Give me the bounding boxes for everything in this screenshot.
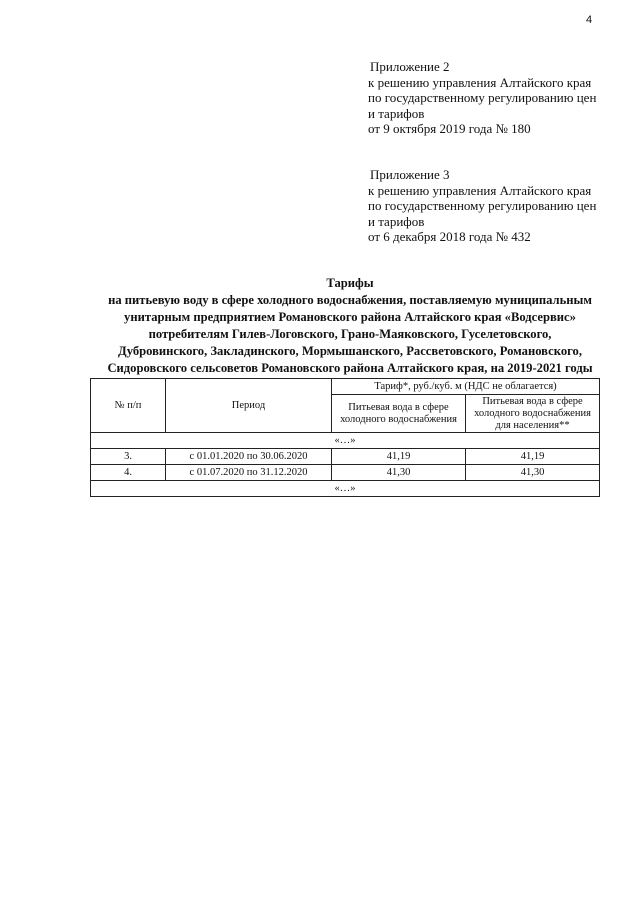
ellipsis-bottom: «…» [91, 481, 600, 497]
appendix-3-line: и тарифов [368, 213, 425, 229]
appendix-2-line: от 9 октября 2019 года № 180 [368, 121, 531, 136]
header-period: Период [166, 379, 332, 433]
title-line: Дубровинского, Закладинского, Мормышанского, Рассветовского, Романовского, [118, 344, 582, 358]
cell-water-population: 41,30 [466, 465, 600, 481]
title-line: на питьевую воду в сфере холодного водоснабжения, поставляемую муниципальным [108, 293, 592, 307]
title-line: потребителям Гилев-Логовского, Грано-Маяковского, Гуселетовского, [148, 327, 552, 341]
page-number: 4 [586, 14, 593, 26]
appendix-2-block [368, 59, 596, 137]
cell-water: 41,19 [332, 449, 466, 465]
header-water: Питьевая вода в сфере холодного водоснабжения [332, 395, 466, 433]
cell-period: с 01.01.2020 по 30.06.2020 [166, 449, 332, 465]
appendix-3-line: от 6 декабря 2018 года № 432 [368, 229, 531, 244]
appendix-2-line: и тарифов [368, 105, 425, 121]
appendix-3-block [368, 167, 596, 245]
cell-num: 3. [91, 449, 166, 465]
appendix-2-line: по государственному регулированию цен [368, 90, 597, 105]
table-ellipsis-row [91, 481, 600, 497]
table-ellipsis-row [91, 433, 600, 449]
header-num: № п/п [91, 379, 166, 433]
title-line: Сидоровского сельсоветов Романовского района Алтайского края, на 2019-2021 годы [107, 361, 593, 375]
appendix-3-line: к решению управления Алтайского края [368, 182, 592, 198]
header-water-population: Питьевая вода в сфере холодного водоснабжения для населения** [466, 395, 600, 433]
appendix-3-title: Приложение 3 [370, 167, 450, 182]
table-row [91, 465, 600, 481]
document-title [70, 275, 630, 377]
header-tariff: Тариф*, руб./куб. м (НДС не облагается) [332, 379, 600, 395]
cell-num: 4. [91, 465, 166, 481]
appendix-2-line: к решению управления Алтайского края [368, 74, 592, 90]
title-heading: Тарифы [326, 276, 374, 290]
tariff-table [90, 378, 600, 497]
cell-period: с 01.07.2020 по 31.12.2020 [166, 465, 332, 481]
cell-water-population: 41,19 [466, 449, 600, 465]
appendix-2-title: Приложение 2 [370, 59, 450, 74]
table-row [91, 449, 600, 465]
cell-water: 41,30 [332, 465, 466, 481]
appendix-3-line: по государственному регулированию цен [368, 198, 597, 213]
ellipsis-top: «…» [91, 433, 600, 449]
table-header-row [91, 379, 600, 395]
title-line: унитарным предприятием Романовского района Алтайского края «Водсервис» [124, 310, 576, 324]
